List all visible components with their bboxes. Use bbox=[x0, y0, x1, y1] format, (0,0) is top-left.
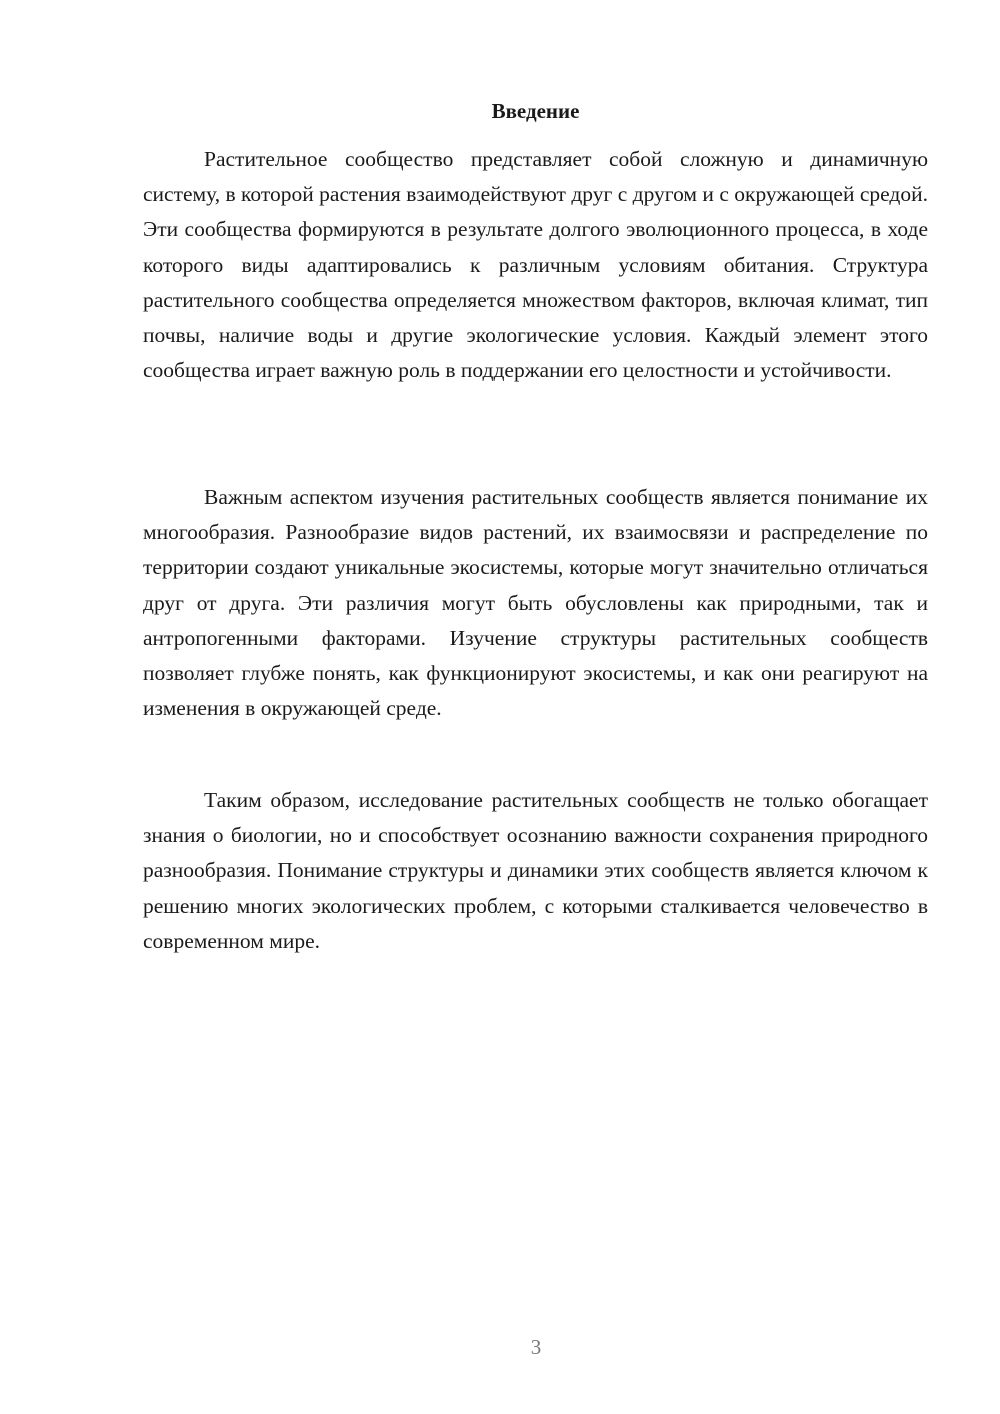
page-number: 3 bbox=[530, 1335, 542, 1359]
page-title: Введение bbox=[491, 99, 580, 123]
body-paragraph-1: Растительное сообщество представляет собой сложную и динамичную систему, в которой растения взаимодействуют друг с другом и с окружающей средой. Эти сообщества формируются в результате долгого эволюционного процесса, в ходе которого виды адаптировались к различным условиям обитания. Структура растительного сообщества определяется множеством факторов, включая климат, тип почвы, наличие воды и другие экологические условия. Каждый элемент этого сообщества играет важную роль в поддержании его целостности и устойчивости. bbox=[143, 147, 928, 383]
body-paragraph-3: Таким образом, исследование растительных сообществ не только обогащает знания о биологии, но и способствует осознанию важности сохранения природного разнообразия. Понимание структуры и динамики этих сообществ является ключом к решению многих экологических проблем, с которыми сталкивается человечество в современном мире. bbox=[143, 788, 928, 953]
body-paragraph-2: Важным аспектом изучения растительных сообществ является понимание их многообразия. Разнообразие видов растений, их взаимосвязи и распределение по территории создают уникальные экосистемы, которые могут значительно отличаться друг от друга. Эти различия могут быть обусловлены как природными, так и антропогенными факторами. Изучение структуры растительных сообществ позволяет глубже понять, как функционируют экосистемы, и как они реагируют на изменения в окружающей среде. bbox=[143, 485, 928, 721]
